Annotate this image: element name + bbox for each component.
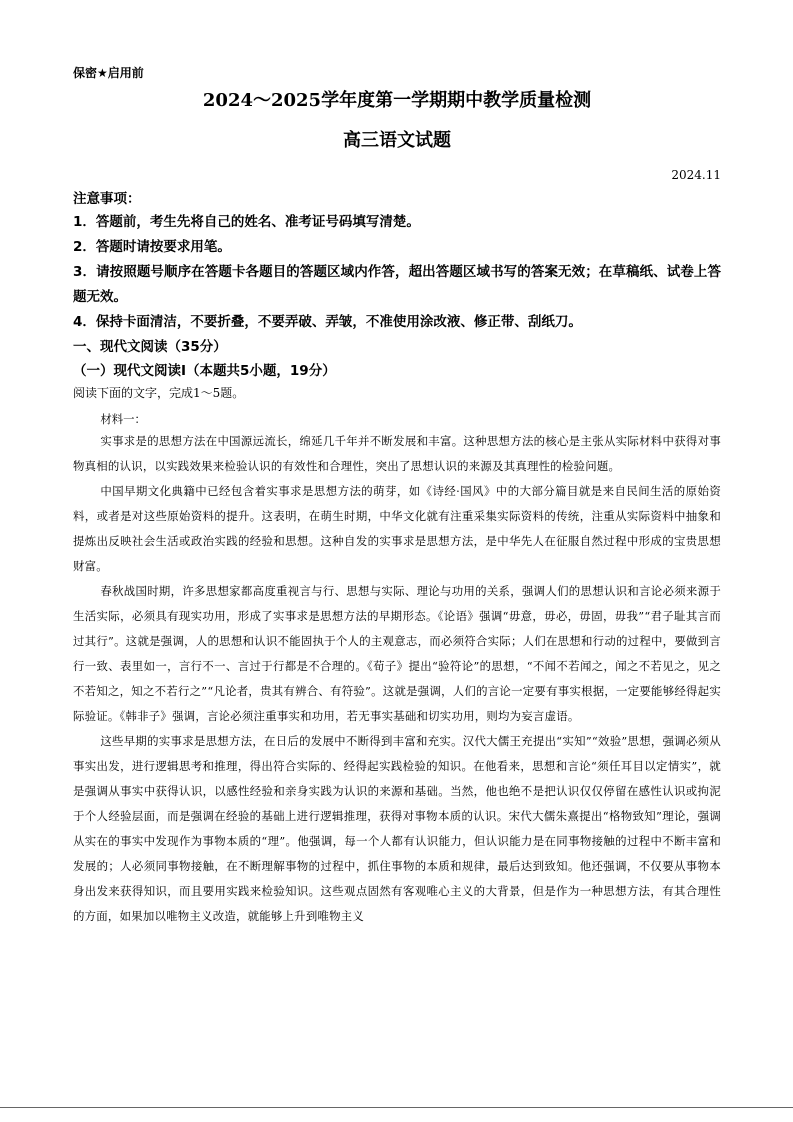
exam-subtitle: 高三语文试题: [343, 130, 451, 151]
notice-item-3: 3．请按照题号顺序在答题卡各题目的答题区域内作答，超出答题区域书写的答案无效；在草稿纸、试卷上答题无效。: [73, 264, 721, 305]
reading-instruction: 阅读下面的文字，完成1～5题。: [73, 386, 245, 400]
reading-section: [73, 335, 721, 929]
exam-title: 2024～2025学年度第一学期期中教学质量检测: [202, 90, 592, 111]
notice-item-4: 4．保持卡面清洁，不要折叠，不要弄破、弄皱，不准使用涂改液、修正带、刮纸刀。: [73, 314, 582, 330]
section-subheading: （一）现代文阅读Ⅰ（本题共5小题，19分）: [73, 363, 336, 379]
material-label: 材料一：: [100, 412, 146, 426]
notice-block: [73, 188, 721, 335]
passage-paragraph-2: 中国早期文化典籍中已经包含着实事求是思想方法的萌芽，如《诗经·国风》中的大部分篇目就是来自民间生活的原始资料，或者是对这些原始资料的提升。这表明，在萌生时期，中华文化就有注重采集实际资料的传统，注重从实际资料中抽象和提炼出反映社会生活或政治实践的经验和思想。这种自发的实事求是思想方法，是中华先人在征服自然过程中形成的宝贵思想财富。: [73, 484, 721, 573]
notice-heading: 注意事项：: [73, 191, 141, 207]
notice-item-1: 1．答题前，考生先将自己的姓名、准考证号码填写清楚。: [73, 214, 420, 230]
section-heading: 一、现代文阅读（35分）: [73, 339, 227, 355]
passage-paragraph-3: 春秋战国时期，许多思想家都高度重视言与行、思想与实际、理论与功用的关系，强调人们的思想认识和言论必须来源于生活实际，必须具有现实功用，形成了实事求是思想方法的早期形态。《论语》强调“毋意，毋必，毋固，毋我”“君子耻其言而过其行”。这就是强调，人的思想和认识不能固执于个人的主观意志，而必须符合实际；人们在思想和行动的过程中，要做到言行一致、表里如一，言行不一、言过于行都是不合理的。《荀子》提出“验符论”的思想，“不闻不若闻之，闻之不若见之，见之不若知之，知之不若行之”“凡论者，贵其有辨合、有符验”。这就是强调，人们的言论一定要有事实根据，一定要能够经得起实际验证。《韩非子》强调，言论必须注重事实和功用，若无事实基础和切实功用，则均为妄言虚语。: [73, 584, 721, 723]
exam-date: 2024.11: [671, 168, 721, 182]
passage-paragraph-4: 这些早期的实事求是思想方法，在日后的发展中不断得到丰富和充实。汉代大儒王充提出“实知”“效验”思想，强调必须从事实出发，进行逻辑思考和推理，得出符合实际的、经得起实践检验的知识。在他看来，思想和言论“须任耳目以定情实”，就是强调从事实中获得认识，以感性经验和亲身实践为认识的来源和基础。当然，他也绝不是把认识仅仅停留在感性认识或拘泥于个人经验层面，而是强调在经验的基础上进行逻辑推理，获得对事物本质的认识。宋代大儒朱熹提出“格物致知”理论，强调从实在的事实中发现作为事物本质的“理”。他强调，每一个人都有认识能力，但认识能力是在同事物接触的过程中不断丰富和发展的；人必须同事物接触，在不断理解事物的过程中，抓住事物的本质和规律，最后达到致知。他还强调，不仅要从事物本身出发来获得知识，而且要用实践来检验知识。这些观点固然有客观唯心主义的大背景，但是作为一种思想方法，有其合理性的方面，如果加以唯物主义改造，就能够上升到唯物主义: [73, 734, 721, 923]
passage-paragraph-1: 实事求是的思想方法在中国源远流长，绵延几千年并不断发展和丰富。这种思想方法的核心是主张从实际材料中获得对事物真相的认识，以实践效果来检验认识的有效性和合理性，突出了思想认识的来源及其真理性的检验问题。: [73, 434, 721, 473]
page-content: [73, 64, 721, 929]
confidential-label: 保密★启用前: [73, 66, 144, 80]
notice-item-2: 2．答题时请按要求用笔。: [73, 239, 231, 255]
footer-divider: [0, 1107, 793, 1108]
